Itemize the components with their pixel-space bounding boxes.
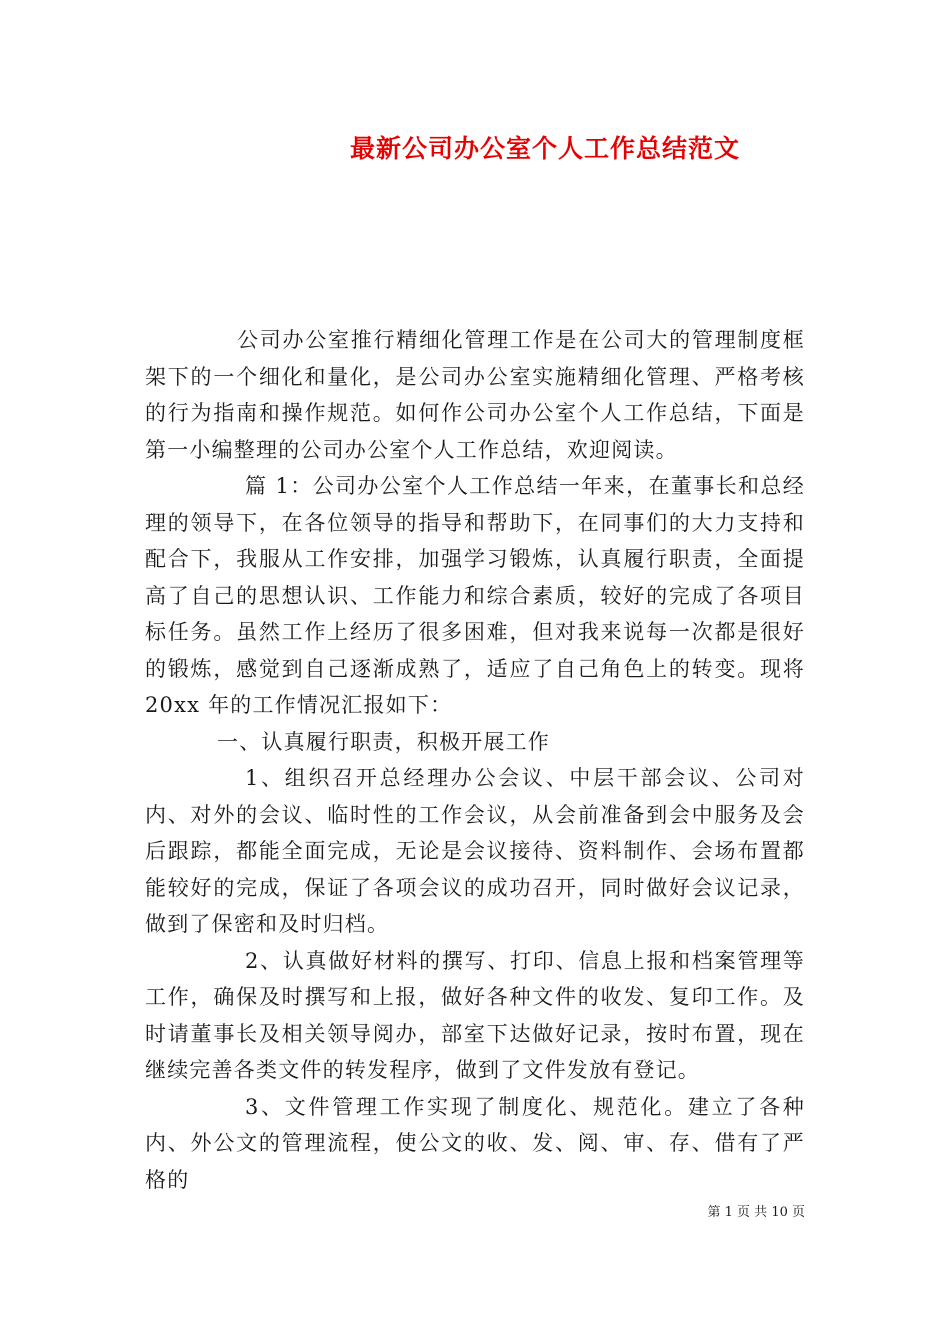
paragraph-item-3: 3、文件管理工作实现了制度化、规范化。建立了各种内、外公文的管理流程，使公文的收、发、阅、审、存、借有了严格的 [145, 1094, 805, 1192]
document-body [145, 322, 805, 1198]
page-number-footer: 第 1 页 共 10 页 [707, 1205, 805, 1220]
document-title: 最新公司办公室个人工作总结范文 [349, 134, 740, 163]
paragraph-item-1: 1、组织召开总经理办公会议、中层干部会议、公司对内、对外的会议、临时性的工作会议，从会前准备到会中服务及会后跟踪，都能全面完成，无论是会议接待、资料制作、会场布置都能较好的完成，保证了各项会议的成功召开，同时做好会议记录，做到了保密和及时归档。 [145, 766, 805, 936]
paragraph-item-2: 2、认真做好材料的撰写、打印、信息上报和档案管理等工作，确保及时撰写和上报，做好各种文件的收发、复印工作。及时请董事长及相关领导阅办，部室下达做好记录，按时布置，现在继续完善各类文件的转发程序，做到了文件发放有登记。 [145, 948, 805, 1082]
section-heading: 一、认真履行职责，积极开展工作 [217, 729, 550, 754]
paragraph-article-1: 篇 1：公司办公室个人工作总结一年来，在董事长和总经理的领导下，在各位领导的指导和帮助下，在同事们的大力支持和配合下，我服从工作安排，加强学习锻炼，认真履行职责，全面提高了自己的思想认识、工作能力和综合素质，较好的完成了各项目标任务。虽然工作上经历了很多困难，但对我来说每一次都是很好的锻炼，感觉到自己逐渐成熟了，适应了自己角色上的转变。现将 20xx 年的工作情况汇报如下： [145, 474, 805, 717]
paragraph-intro: 公司办公室推行精细化管理工作是在公司大的管理制度框架下的一个细化和量化，是公司办公室实施精细化管理、严格考核的行为指南和操作规范。如何作公司办公室个人工作总结，下面是第一小编整理的公司办公室个人工作总结，欢迎阅读。 [145, 328, 805, 462]
